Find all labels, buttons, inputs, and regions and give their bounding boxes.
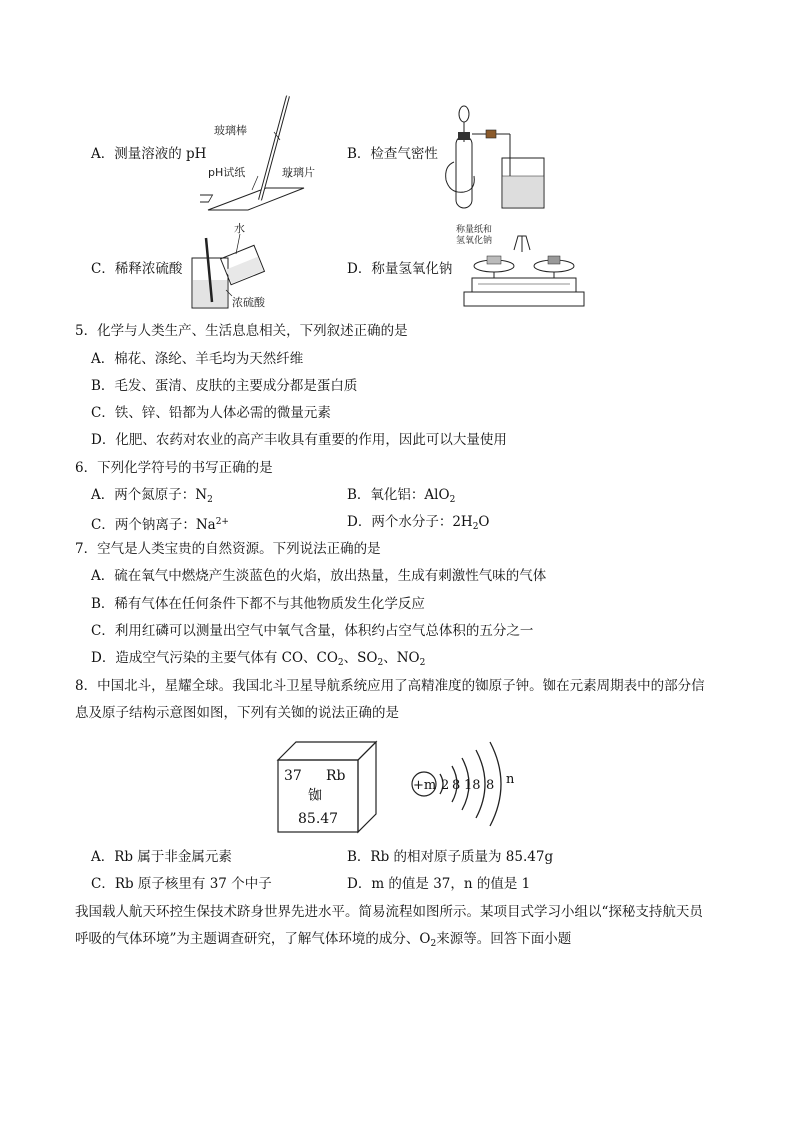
q5-option-c[interactable]: C．铁、锌、铅都为人体必需的微量元素 bbox=[91, 405, 331, 421]
q6-c-text: C．两个钠离子：Na bbox=[91, 517, 216, 533]
q6-d-text: D．两个水分子：2H bbox=[347, 514, 473, 530]
q7-d-text: D．造成空气污染的主要气体有 CO、CO bbox=[91, 650, 338, 666]
q8-option-d[interactable]: D．m 的值是 37，n 的值是 1 bbox=[347, 876, 531, 892]
q7-d-sub3: 2 bbox=[419, 658, 426, 668]
q6-option-a[interactable] bbox=[91, 486, 213, 509]
q6-d-sub: 2 bbox=[472, 522, 479, 532]
q4-option-a[interactable]: A．测量溶液的 pH bbox=[91, 146, 207, 162]
q7-d-mid: 、SO bbox=[343, 650, 378, 666]
q5-option-a[interactable]: A．棉花、涤纶、羊毛均为天然纤维 bbox=[91, 351, 304, 367]
passage-line1: 我国载人航天环控生保技术跻身世界先进水平。简易流程如图所示。某项目式学习小组以“探秘支持航天员 bbox=[75, 904, 703, 920]
q7-option-a[interactable]: A．硫在氧气中燃烧产生淡蓝色的火焰，放出热量，生成有刺激性气味的气体 bbox=[91, 568, 547, 584]
q7-d-sub2: 2 bbox=[377, 658, 384, 668]
q7-option-d[interactable] bbox=[91, 649, 425, 672]
weighing-label-line2: 氢氧化钠 bbox=[456, 236, 493, 246]
conc-acid-label: 浓硫酸 bbox=[232, 296, 265, 309]
atomic-number: 37 bbox=[284, 768, 302, 784]
q6-option-d[interactable] bbox=[347, 513, 490, 536]
shell-3: 18 bbox=[464, 778, 481, 793]
atom-structure-diagram bbox=[404, 734, 524, 834]
q8-option-b[interactable]: B．Rb 的相对原子质量为 85.47g bbox=[347, 849, 554, 865]
q6-c-sup: 2+ bbox=[215, 517, 229, 527]
q7-option-c[interactable]: C．利用红磷可以测量出空气中氧气含量，体积约占空气总体积的五分之一 bbox=[91, 623, 534, 639]
passage-line2-post: 来源等。回答下面小题 bbox=[436, 931, 572, 947]
q5-option-b[interactable]: B．毛发、蛋清、皮肤的主要成分都是蛋白质 bbox=[91, 378, 358, 394]
shell-5: n bbox=[506, 772, 515, 787]
q4-option-b[interactable]: B．检查气密性 bbox=[347, 146, 438, 162]
q5-option-d[interactable]: D．化肥、农药对农业的高产丰收具有重要的作用，因此可以大量使用 bbox=[91, 432, 507, 448]
q8-option-c[interactable]: C．Rb 原子核里有 37 个中子 bbox=[91, 876, 272, 892]
dilution-figure bbox=[184, 218, 304, 314]
element-symbol: Rb bbox=[326, 768, 346, 784]
q8-stem-line1: 8．中国北斗，星耀全球。我国北斗卫星导航系统应用了高精准度的铷原子钟。铷在元素周期表中的部分信 bbox=[75, 678, 705, 694]
shell-1: 2 bbox=[441, 778, 450, 793]
q6-d-post: O bbox=[478, 514, 490, 530]
shell-2: 8 bbox=[452, 778, 461, 793]
ph-paper-label: pH试纸 bbox=[208, 166, 246, 179]
q6-b-text: B．氧化铝：AlO bbox=[347, 487, 450, 503]
shell-4: 8 bbox=[486, 778, 495, 793]
q6-option-c[interactable] bbox=[91, 513, 229, 534]
q6-a-text: A．两个氮原子：N bbox=[91, 487, 208, 503]
q6-stem: 6．下列化学符号的书写正确的是 bbox=[75, 460, 273, 476]
glass-plate-label: 玻璃片 bbox=[282, 166, 315, 179]
q7-d-mid2: 、NO bbox=[383, 650, 420, 666]
ph-test-figure bbox=[200, 92, 340, 214]
q8-option-a[interactable]: A．Rb 属于非金属元素 bbox=[91, 849, 232, 865]
passage-line2 bbox=[75, 930, 571, 953]
q6-option-b[interactable] bbox=[347, 486, 455, 509]
q6-b-sub: 2 bbox=[449, 495, 456, 505]
water-label: 水 bbox=[234, 222, 245, 235]
q7-d-sub1: 2 bbox=[337, 658, 344, 668]
glass-rod-label: 玻璃棒 bbox=[214, 124, 247, 137]
q5-stem: 5．化学与人类生产、生活息息相关，下列叙述正确的是 bbox=[75, 323, 408, 339]
airtightness-figure bbox=[440, 102, 550, 214]
q8-stem-line2: 息及原子结构示意图如图，下列有关铷的说法正确的是 bbox=[75, 705, 399, 721]
passage-line2-text: 呼吸的气体环境”为主题调查研究，了解气体环境的成分、O bbox=[75, 931, 431, 947]
balance-figure bbox=[454, 222, 590, 314]
element-name: 铷 bbox=[308, 788, 322, 804]
passage-line2-sub: 2 bbox=[430, 939, 437, 949]
q4-option-c[interactable]: C．稀释浓硫酸 bbox=[91, 261, 183, 277]
q4-option-d[interactable]: D．称量氢氧化钠 bbox=[347, 261, 453, 277]
q7-option-b[interactable]: B．稀有气体在任何条件下都不与其他物质发生化学反应 bbox=[91, 596, 425, 612]
element-card bbox=[276, 740, 380, 834]
nucleus-charge: +m bbox=[413, 778, 437, 793]
atomic-mass: 85.47 bbox=[298, 811, 339, 827]
q7-stem: 7．空气是人类宝贵的自然资源。下列说法正确的是 bbox=[75, 541, 381, 557]
q6-a-sub: 2 bbox=[207, 495, 213, 505]
weighing-label-line1: 称量纸和 bbox=[456, 225, 493, 235]
